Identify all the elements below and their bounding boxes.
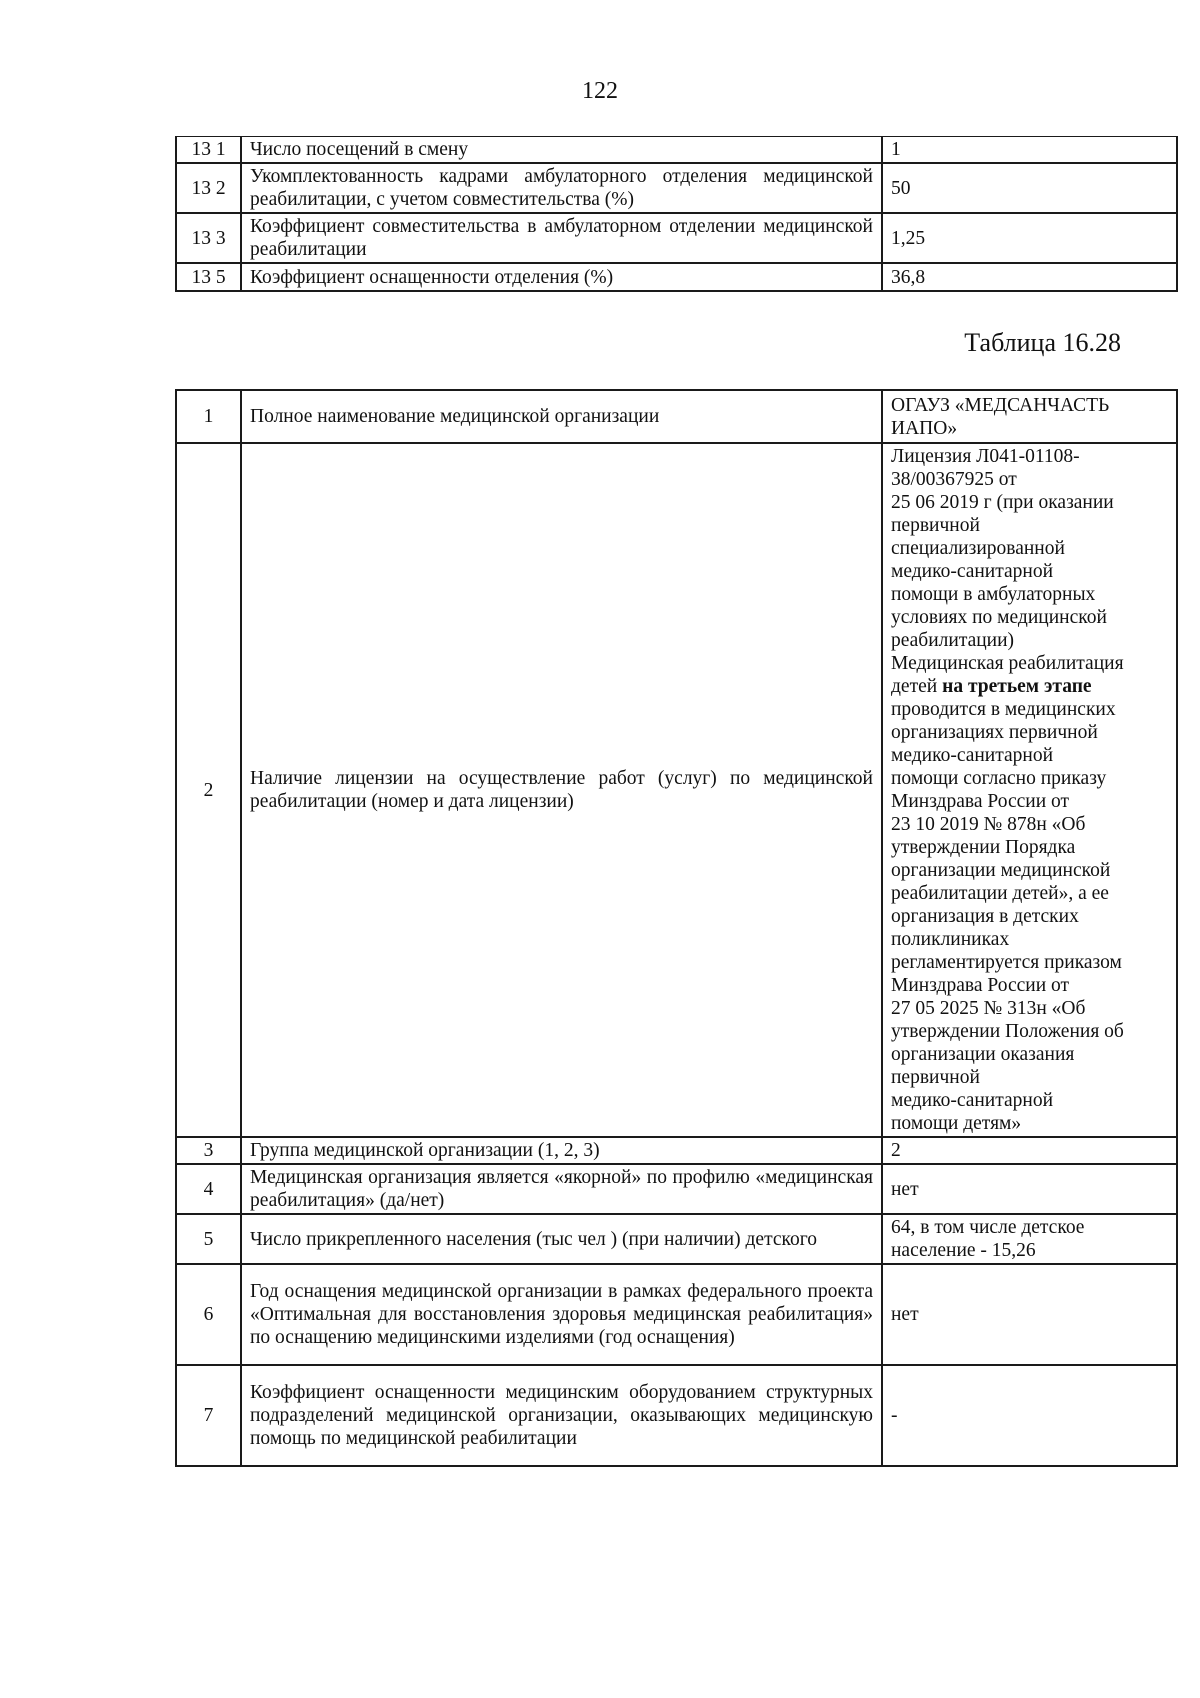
table-row [176, 1264, 1177, 1365]
row-number: 13 5 [176, 263, 241, 291]
table-row [176, 137, 1177, 164]
row-number: 7 [176, 1365, 241, 1466]
row-label: Число прикрепленного населения (тыс чел ) (при наличии) детского [241, 1214, 882, 1264]
table-row [176, 443, 1177, 1137]
row-label: Полное наименование медицинской организации [241, 390, 882, 443]
row-number: 6 [176, 1264, 241, 1365]
page-number: 122 [582, 78, 618, 104]
row-label: Коэффициент оснащенности медицинским оборудованием структурных подразделений медицинской организации, оказывающих медицинскую помощь по медицинской реабилитации [241, 1365, 882, 1466]
row-value: 1,25 [882, 213, 1177, 263]
row-value: нет [882, 1264, 1177, 1365]
row-value [882, 443, 1177, 1137]
row-value: ОГАУЗ «МЕДСАНЧАСТЬ ИАПО» [882, 390, 1177, 443]
row-number: 1 [176, 390, 241, 443]
row-number: 13 2 [176, 163, 241, 213]
row-number: 2 [176, 443, 241, 1137]
row-label: Группа медицинской организации (1, 2, 3) [241, 1137, 882, 1164]
row-value: 36,8 [882, 263, 1177, 291]
row-value: нет [882, 1164, 1177, 1214]
row-value: 50 [882, 163, 1177, 213]
row-number: 3 [176, 1137, 241, 1164]
row-label: Число посещений в смену [241, 137, 882, 164]
row-value: 2 [882, 1137, 1177, 1164]
license-text-part1: Лицензия Л041-01108- 38/00367925 от 25 06 2019 г (при оказании первичной специализированной медико-санитарной помощи в амбулаторных условиях по медицинской реабилитации) Медицинская реабилитация детей [891, 446, 1124, 697]
table-title: Таблица 16.28 [964, 328, 1121, 357]
table-row [176, 1365, 1177, 1466]
row-label: Коэффициент совместительства в амбулаторном отделении медицинской реабилитации [241, 213, 882, 263]
row-value: 64, в том числе детское население - 15,26 [882, 1214, 1177, 1264]
license-text-bold: на третьем этапе [942, 676, 1092, 697]
row-value: 1 [882, 137, 1177, 164]
table-row [176, 163, 1177, 213]
row-number: 5 [176, 1214, 241, 1264]
row-label: Год оснащения медицинской организации в рамках федерального проекта «Оптимальная для восстановления здоровья медицинская реабилитация» по оснащению медицинскими изделиями (год оснащения) [241, 1264, 882, 1365]
table-row [176, 1164, 1177, 1214]
license-text-part2: проводится в медицинских организациях первичной медико-санитарной помощи согласно приказу Минздрава России от 23 10 2019 № 878н «Об утверждении Порядка организации медицинской реабилитации детей», а ее организация в детских поликлиниках регламентируется приказом Минздрава России от 27 05 2025 № 313н «Об утверждении Положения об организации оказания первичной медико-санитарной помощи детям» [891, 699, 1124, 1134]
row-number: 13 3 [176, 213, 241, 263]
row-number: 13 1 [176, 137, 241, 164]
table-row [176, 1214, 1177, 1264]
row-number: 4 [176, 1164, 241, 1214]
table-row [176, 390, 1177, 443]
continued-table [175, 136, 1178, 292]
row-label: Медицинская организация является «якорной» по профилю «медицинская реабилитация» (да/нет) [241, 1164, 882, 1214]
main-table [175, 389, 1178, 1467]
row-value: - [882, 1365, 1177, 1466]
row-label: Коэффициент оснащенности отделения (%) [241, 263, 882, 291]
table-row [176, 1137, 1177, 1164]
row-label: Укомплектованность кадрами амбулаторного отделения медицинской реабилитации, с учетом совместительства (%) [241, 163, 882, 213]
row-label: Наличие лицензии на осуществление работ (услуг) по медицинской реабилитации (номер и дата лицензии) [241, 443, 882, 1137]
table-row [176, 213, 1177, 263]
table-row [176, 263, 1177, 291]
